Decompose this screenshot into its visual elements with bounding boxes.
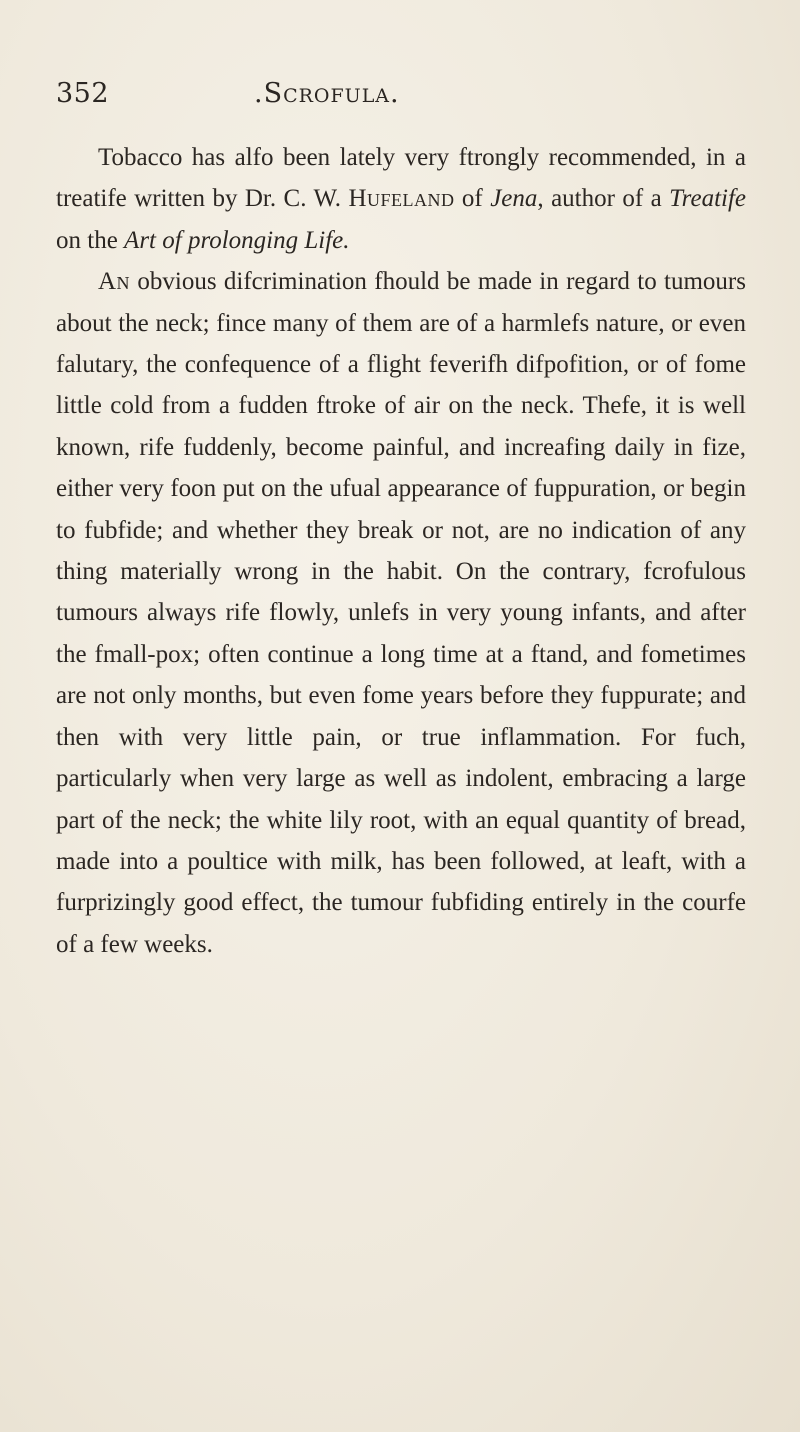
- page-number: 352: [56, 78, 110, 109]
- running-title: .Scrofula.: [254, 78, 400, 109]
- lead-word: An: [98, 268, 131, 296]
- text-run: on the: [56, 226, 125, 254]
- text-run: of: [454, 185, 491, 213]
- body-text: [56, 137, 746, 965]
- book-title-word: Treatife: [669, 185, 746, 213]
- text-run: obvious difcrimination fhould be made in regard to tumours about the neck; fince many of them are of a harmlefs nature, or even falutary, the confequence of a flight feverifh difpofition, or of fome little cold from a fudden ftroke of air on the neck. Thefe, it is well known, rife fuddenly, become painful, and increafing daily in fize, either very foon put on the ufual appearance of fuppuration, or begin to fubfide; and whether they break or not, are no indication of any thing materially wrong in the habit. On the contrary, fcrofulous tumours always rife flowly, unlefs in very young infants, and after the fmall-pox; often continue a long time at a ftand, and fometimes are not only months, but even fome years before they fuppurate; and then with very little pain, or true inflammation. For fuch, particularly when very large as well as indolent, embracing a large part of the neck; the white lily root, with an equal quantity of bread, made into a poultice with milk, has been followed, at leaft, with a furprizingly good effect, the tumour fubfiding entirely in the courfe of a few weeks.: [56, 268, 746, 958]
- paragraph-2: [56, 261, 746, 965]
- text-run: , author of a: [537, 185, 670, 213]
- place-name: Jena: [490, 185, 538, 213]
- text-run: Tobacco has alfo been lately very ftrongly recommended, in a treatife written by Dr. C. W.: [56, 144, 746, 213]
- author-name: Hufeland: [348, 185, 455, 213]
- paragraph-1: [56, 137, 746, 261]
- book-title: Art of prolonging Life.: [124, 226, 350, 254]
- running-head: [56, 78, 746, 112]
